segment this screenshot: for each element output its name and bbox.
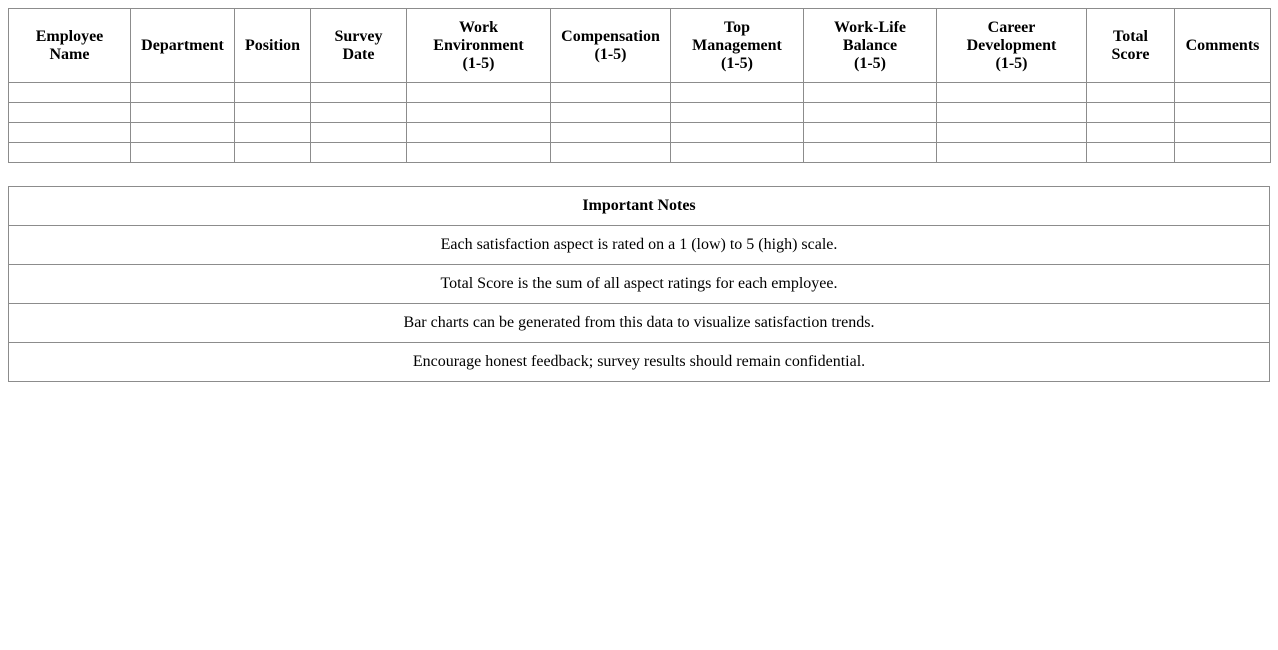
table-cell[interactable] (671, 103, 804, 123)
column-header-line: Employee (35, 27, 104, 45)
column-header-line: (1-5) (721, 54, 753, 72)
table-cell[interactable] (9, 123, 131, 143)
column-header-line: (1-5) (995, 54, 1028, 72)
table-cell[interactable] (311, 123, 407, 143)
table-cell[interactable] (804, 103, 937, 123)
column-header-line: (1-5) (462, 54, 495, 72)
column-header-line: Score (1111, 45, 1150, 63)
column-header-line: Total (1113, 27, 1148, 45)
column-header (551, 9, 671, 83)
column-header-line: (1-5) (854, 54, 886, 72)
column-header (407, 9, 551, 83)
column-header (937, 9, 1087, 83)
column-header-line: Date (342, 45, 375, 63)
table-cell[interactable] (1175, 143, 1271, 163)
table-cell[interactable] (551, 143, 671, 163)
column-header-line: Career (987, 18, 1036, 36)
table-cell[interactable] (551, 103, 671, 123)
table-cell[interactable] (235, 103, 311, 123)
header-row (9, 9, 1271, 83)
table-cell[interactable] (131, 123, 235, 143)
note-text: Bar charts can be generated from this data to visualize satisfaction trends. (9, 304, 1270, 343)
column-header-line: Management (692, 36, 782, 54)
column-header-line: Top (723, 18, 751, 36)
table-cell[interactable] (551, 123, 671, 143)
column-header-line: Balance (842, 36, 898, 54)
column-header-line: Department (141, 36, 224, 54)
column-header-line: Environment (433, 36, 524, 54)
table-cell[interactable] (407, 103, 551, 123)
table-cell[interactable] (937, 103, 1087, 123)
column-header-line: (1-5) (594, 45, 627, 63)
table-row (9, 103, 1271, 123)
notes-table (8, 186, 1270, 382)
table-cell[interactable] (311, 83, 407, 103)
table-cell[interactable] (235, 83, 311, 103)
table-cell[interactable] (407, 123, 551, 143)
table-cell[interactable] (311, 103, 407, 123)
table-cell[interactable] (937, 123, 1087, 143)
note-text: Each satisfaction aspect is rated on a 1 (low) to 5 (high) scale. (9, 226, 1270, 265)
column-header-line: Survey (334, 27, 383, 45)
table-cell[interactable] (1087, 143, 1175, 163)
survey-table-header (9, 9, 1271, 83)
table-row (9, 143, 1271, 163)
column-header-line: Name (49, 45, 90, 63)
notes-body (9, 226, 1270, 382)
table-cell[interactable] (131, 83, 235, 103)
column-header (1175, 9, 1271, 83)
table-cell[interactable] (804, 83, 937, 103)
table-cell[interactable] (551, 83, 671, 103)
table-cell[interactable] (671, 83, 804, 103)
survey-table (8, 8, 1271, 163)
table-cell[interactable] (407, 83, 551, 103)
table-cell[interactable] (235, 143, 311, 163)
table-cell[interactable] (937, 143, 1087, 163)
column-header-line: Comments (1185, 36, 1260, 54)
note-text: Encourage honest feedback; survey results should remain confidential. (9, 343, 1270, 382)
column-header-line: Work-Life (834, 18, 906, 36)
table-cell[interactable] (1087, 103, 1175, 123)
column-header (804, 9, 937, 83)
table-cell[interactable] (9, 83, 131, 103)
note-row (9, 265, 1270, 304)
table-cell[interactable] (1175, 123, 1271, 143)
table-cell[interactable] (671, 143, 804, 163)
column-header (235, 9, 311, 83)
notes-title-row (9, 187, 1270, 226)
note-text: Total Score is the sum of all aspect ratings for each employee. (9, 265, 1270, 304)
table-cell[interactable] (131, 103, 235, 123)
column-header (131, 9, 235, 83)
table-cell[interactable] (131, 143, 235, 163)
column-header (9, 9, 131, 83)
notes-title: Important Notes (9, 187, 1270, 226)
column-header-line: Development (966, 36, 1057, 54)
column-header (311, 9, 407, 83)
table-cell[interactable] (804, 123, 937, 143)
table-cell[interactable] (9, 143, 131, 163)
table-cell[interactable] (1087, 83, 1175, 103)
survey-table-body (9, 83, 1271, 163)
table-cell[interactable] (671, 123, 804, 143)
column-header (1087, 9, 1175, 83)
table-cell[interactable] (9, 103, 131, 123)
table-cell[interactable] (937, 83, 1087, 103)
table-cell[interactable] (235, 123, 311, 143)
column-header (671, 9, 804, 83)
table-cell[interactable] (1087, 123, 1175, 143)
table-row (9, 123, 1271, 143)
table-cell[interactable] (1175, 83, 1271, 103)
note-row (9, 304, 1270, 343)
table-cell[interactable] (407, 143, 551, 163)
table-row (9, 83, 1271, 103)
column-header-line: Work (458, 18, 499, 36)
note-row (9, 343, 1270, 382)
table-cell[interactable] (311, 143, 407, 163)
column-header-line: Position (244, 36, 301, 54)
column-header-line: Compensation (561, 27, 660, 45)
note-row (9, 226, 1270, 265)
table-cell[interactable] (804, 143, 937, 163)
table-cell[interactable] (1175, 103, 1271, 123)
